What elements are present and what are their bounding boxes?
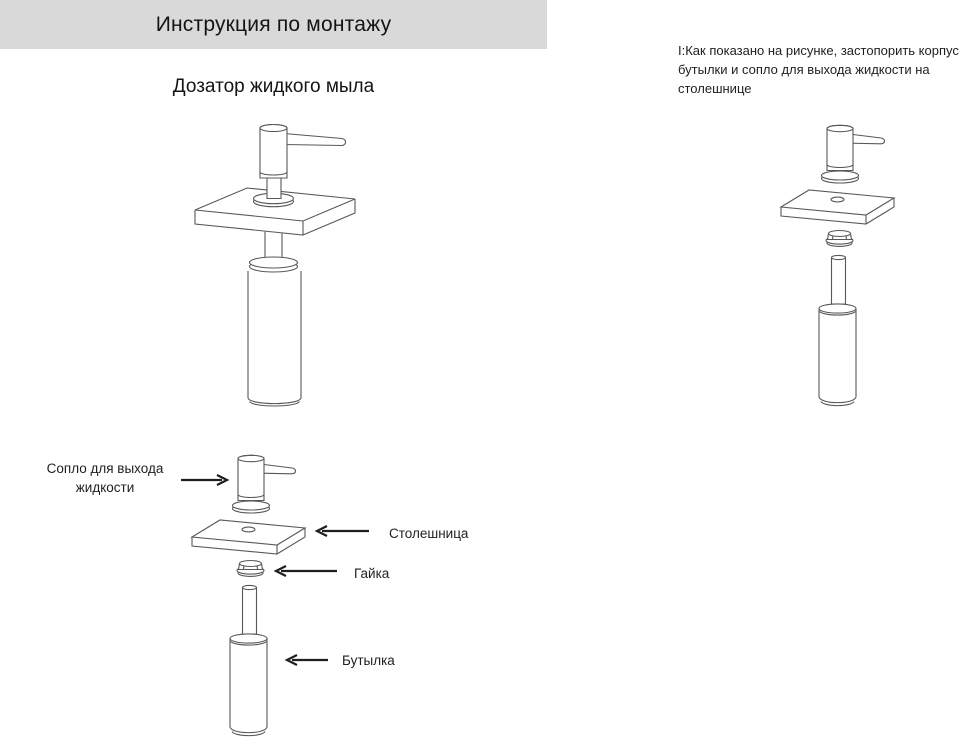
step-note	[678, 41, 970, 98]
bottle	[248, 271, 301, 406]
supply-tube	[265, 232, 282, 257]
bottle-collar	[250, 257, 298, 272]
step-note-line-1: I:Как показано на рисунке, застопорить корпус	[678, 43, 959, 58]
assembled-dispenser-drawing	[193, 121, 358, 416]
label-bottle: Бутылка	[342, 653, 395, 668]
pump-spout	[284, 134, 346, 146]
label-nozzle-line-2: жидкости	[75, 480, 135, 495]
header-bar	[0, 0, 547, 49]
label-nozzle-line-1: Сопло для выхода	[46, 461, 164, 476]
product-subtitle: Дозатор жидкого мыла	[172, 76, 375, 97]
exploded-dispenser-drawing-left	[190, 453, 310, 741]
label-countertop: Столешница	[389, 526, 469, 541]
label-nut: Гайка	[354, 566, 390, 581]
label-nozzle	[36, 459, 174, 497]
exploded-dispenser-drawing	[192, 455, 305, 735]
exploded-dispenser-drawing-right	[779, 123, 899, 413]
arrow-countertop	[317, 526, 369, 536]
pump-neck	[267, 178, 281, 199]
step-note-line-2: бутылки и сопло для выхода жидкости на	[678, 62, 930, 77]
page-title: Инструкция по монтажу	[155, 12, 392, 36]
pump-head	[260, 125, 287, 179]
step-note-line-3: столешнице	[678, 81, 752, 96]
exploded-dispenser-drawing	[781, 125, 894, 405]
